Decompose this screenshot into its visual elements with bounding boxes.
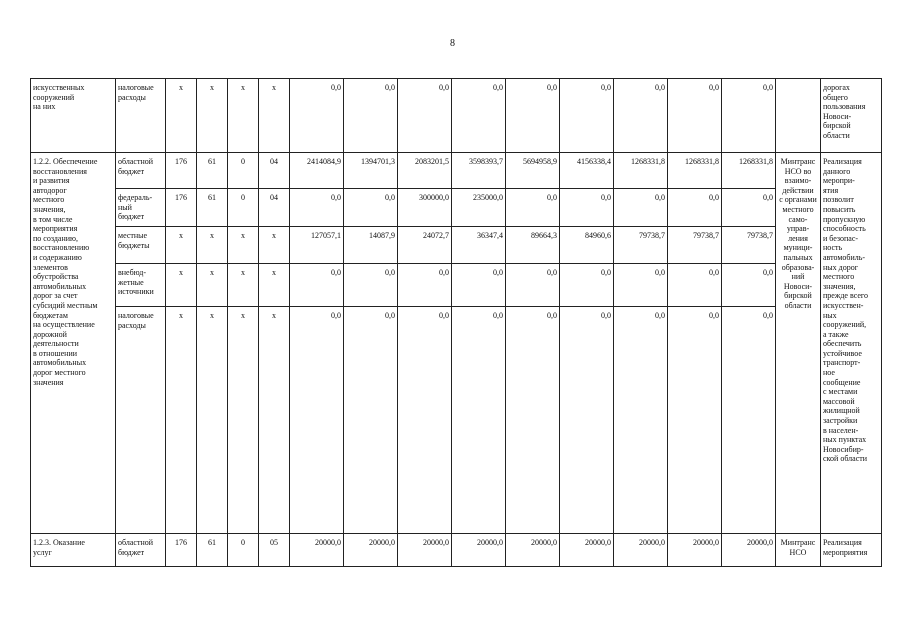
value-cell: 0,0 xyxy=(452,307,506,534)
code-cell: 176 xyxy=(166,153,197,189)
value-cell: 0,0 xyxy=(668,307,722,534)
value-cell: 0,0 xyxy=(722,307,776,534)
value-cell: 20000,0 xyxy=(560,534,614,567)
value-cell: 0,0 xyxy=(452,79,506,153)
expected-result: Реализация данного меропри- ятия позволит повысить пропускную способность и безопас- ность автомобиль- ных дорог местного значения, прежде всего искусствен- ных сооружений, а также обеспечить устойчивое транспорт- ное сообщение с местами массовой жилищной застройки в населен- ных пунктах Новосибир- ской области xyxy=(823,157,868,464)
code-cell: х xyxy=(166,227,197,264)
executor-cell xyxy=(776,534,821,567)
value-cell: 0,0 xyxy=(290,264,344,307)
value-cell: 300000,0 xyxy=(398,189,452,227)
value-cell: 0,0 xyxy=(506,307,560,534)
value-cell: 20000,0 xyxy=(452,534,506,567)
code-cell: 04 xyxy=(259,189,290,227)
table-row xyxy=(31,153,882,189)
value-cell: 0,0 xyxy=(344,79,398,153)
value-cell: 0,0 xyxy=(722,264,776,307)
source-cell: областной бюджет xyxy=(116,534,166,567)
value-cell: 24072,7 xyxy=(398,227,452,264)
table-row xyxy=(31,227,882,264)
code-cell: х xyxy=(259,79,290,153)
code-cell: х xyxy=(166,79,197,153)
value-cell: 79738,7 xyxy=(722,227,776,264)
result-cell xyxy=(821,79,882,153)
value-cell: 0,0 xyxy=(506,264,560,307)
value-cell: 0,0 xyxy=(506,189,560,227)
value-cell: 1394701,3 xyxy=(344,153,398,189)
source-cell xyxy=(116,264,166,307)
value-cell: 20000,0 xyxy=(290,534,344,567)
value-cell: 20000,0 xyxy=(506,534,560,567)
value-cell: 79738,7 xyxy=(614,227,668,264)
value-cell: 36347,4 xyxy=(452,227,506,264)
value-cell: 2083201,5 xyxy=(398,153,452,189)
value-cell: 0,0 xyxy=(614,189,668,227)
code-cell: 0 xyxy=(228,153,259,189)
executor-cell xyxy=(776,153,821,534)
value-cell: 0,0 xyxy=(614,307,668,534)
code-cell: 0 xyxy=(228,534,259,567)
code-cell: 61 xyxy=(197,153,228,189)
value-cell: 0,0 xyxy=(560,189,614,227)
value-cell: 2414084,9 xyxy=(290,153,344,189)
result-cell xyxy=(821,534,882,567)
table-row xyxy=(31,79,882,153)
source-label: федераль- ный бюджет xyxy=(118,193,153,222)
value-cell: 0,0 xyxy=(398,307,452,534)
value-cell: 0,0 xyxy=(560,79,614,153)
value-cell: 0,0 xyxy=(722,79,776,153)
value-cell: 20000,0 xyxy=(722,534,776,567)
code-cell: 04 xyxy=(259,153,290,189)
value-cell: 0,0 xyxy=(668,79,722,153)
value-cell: 20000,0 xyxy=(344,534,398,567)
value-cell: 84960,6 xyxy=(560,227,614,264)
measure-name: 1.2.3. Оказание услуг xyxy=(33,538,85,557)
value-cell: 1268331,8 xyxy=(614,153,668,189)
code-cell: 176 xyxy=(166,189,197,227)
code-cell: 0 xyxy=(228,189,259,227)
source-cell: налоговые расходы xyxy=(116,307,166,534)
code-cell: х xyxy=(197,227,228,264)
code-cell: х xyxy=(228,264,259,307)
value-cell: 89664,3 xyxy=(506,227,560,264)
measure-name-cell xyxy=(31,534,116,567)
table-row xyxy=(31,264,882,307)
budget-table xyxy=(30,78,882,567)
expected-result: Реализация мероприятия xyxy=(823,538,868,557)
value-cell: 0,0 xyxy=(560,264,614,307)
value-cell: 20000,0 xyxy=(668,534,722,567)
code-cell: х xyxy=(166,307,197,534)
code-cell: 61 xyxy=(197,534,228,567)
value-cell: 1268331,8 xyxy=(722,153,776,189)
value-cell: 0,0 xyxy=(398,264,452,307)
table-row xyxy=(31,534,882,567)
value-cell: 0,0 xyxy=(290,79,344,153)
value-cell: 0,0 xyxy=(398,79,452,153)
value-cell: 0,0 xyxy=(290,307,344,534)
code-cell: х xyxy=(197,307,228,534)
value-cell: 0,0 xyxy=(344,264,398,307)
executor: Минтранс НСО во взаимо- действии с органами местного само- управ- ления муници- пальных образова- ний Новоси- бирской области xyxy=(779,157,817,310)
table-row xyxy=(31,307,882,534)
page-number: 8 xyxy=(450,38,455,49)
source-cell: налоговые расходы xyxy=(116,79,166,153)
code-cell: 176 xyxy=(166,534,197,567)
value-cell: 235000,0 xyxy=(452,189,506,227)
source-cell xyxy=(116,189,166,227)
value-cell: 0,0 xyxy=(344,307,398,534)
executor: Минтранс НСО xyxy=(780,538,816,557)
value-cell: 4156338,4 xyxy=(560,153,614,189)
code-cell: х xyxy=(259,264,290,307)
value-cell: 127057,1 xyxy=(290,227,344,264)
value-cell: 0,0 xyxy=(506,79,560,153)
code-cell: х xyxy=(228,227,259,264)
source-cell: местные бюджеты xyxy=(116,227,166,264)
table-row xyxy=(31,189,882,227)
code-cell: 05 xyxy=(259,534,290,567)
value-cell: 0,0 xyxy=(668,264,722,307)
value-cell: 0,0 xyxy=(614,264,668,307)
value-cell: 3598393,7 xyxy=(452,153,506,189)
value-cell: 20000,0 xyxy=(614,534,668,567)
value-cell: 0,0 xyxy=(614,79,668,153)
code-cell: 61 xyxy=(197,189,228,227)
value-cell: 0,0 xyxy=(560,307,614,534)
value-cell: 79738,7 xyxy=(668,227,722,264)
measure-name: 1.2.2. Обеспечение восстановления и развития автодорог местного значения, в том числе мероприятия по созданию, восстановлению и содержанию элементов обустройства автомобильных дорог за счет субсидий местным бюджетам на осуществление дорожной деятельности в отношении автомобильных дорог местного значения xyxy=(33,157,98,387)
source-label: внебюд- жетные источники xyxy=(118,268,154,297)
code-cell: х xyxy=(259,307,290,534)
value-cell: 0,0 xyxy=(344,189,398,227)
code-cell: х xyxy=(197,79,228,153)
value-cell: 14087,9 xyxy=(344,227,398,264)
measure-name-cell xyxy=(31,153,116,534)
value-cell: 0,0 xyxy=(452,264,506,307)
value-cell: 5694958,9 xyxy=(506,153,560,189)
code-cell: х xyxy=(166,264,197,307)
value-cell: 0,0 xyxy=(668,189,722,227)
code-cell: х xyxy=(197,264,228,307)
code-cell: х xyxy=(228,307,259,534)
value-cell: 20000,0 xyxy=(398,534,452,567)
expected-result: дорогах общего пользования Новоси- бирской области xyxy=(823,83,866,140)
value-cell: 0,0 xyxy=(290,189,344,227)
value-cell: 1268331,8 xyxy=(668,153,722,189)
measure-name-cell xyxy=(31,79,116,153)
code-cell: х xyxy=(228,79,259,153)
source-cell: областной бюджет xyxy=(116,153,166,189)
result-cell xyxy=(821,153,882,534)
value-cell: 0,0 xyxy=(722,189,776,227)
executor-cell xyxy=(776,79,821,153)
measure-name: искусственных сооружений на них xyxy=(33,83,85,112)
code-cell: х xyxy=(259,227,290,264)
